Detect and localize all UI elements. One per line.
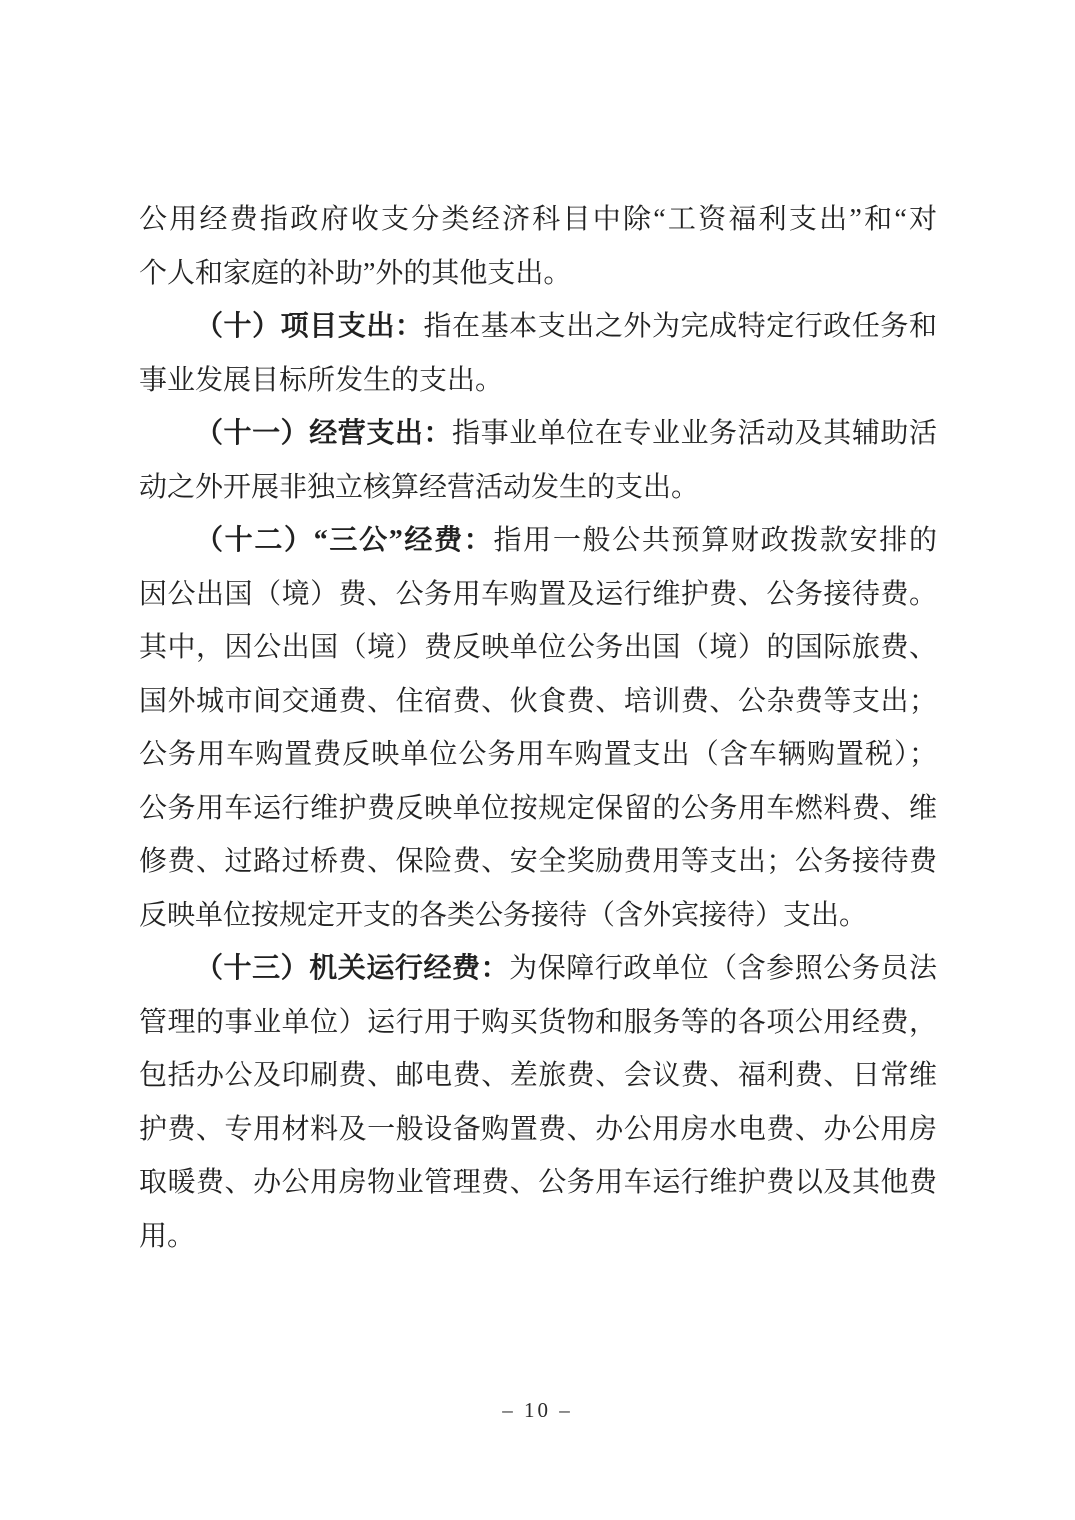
text-line (139, 782, 937, 836)
text-line (139, 193, 937, 247)
text-segment: 其中，因公出国（境）费反映单位公务出国（境）的国际旅费、 (139, 632, 937, 663)
text-segment: 国外城市间交通费、住宿费、伙食费、培训费、公杂费等支出； (139, 685, 937, 717)
text-segment: 事业发展目标所发生的支出。 (139, 364, 504, 396)
text-segment: 公务用车运行维护费反映单位按规定保留的公务用车燃料费、维 (139, 792, 937, 824)
text-line (139, 300, 937, 354)
text-segment: 公务用车购置费反映单位公务用车购置支出（含车辆购置税）； (139, 739, 937, 770)
text-line (139, 1103, 937, 1157)
term-heading: （十三）机关运行经费： (195, 953, 510, 984)
text-segment: 动之外开展非独立核算经营活动发生的支出。 (139, 471, 700, 503)
text-line (139, 835, 937, 889)
text-segment: 个人和家庭的补助”外的其他支出。 (139, 257, 572, 289)
text-line (139, 621, 937, 675)
page-footer (0, 1398, 1075, 1423)
text-line (139, 354, 937, 408)
text-segment: 护费、专用材料及一般设备购置费、办公用房水电费、办公用房 (139, 1113, 937, 1145)
text-line (139, 407, 937, 461)
term-heading: （十二）“三公”经费： (195, 525, 494, 556)
text-line (139, 461, 937, 515)
text-line (139, 1210, 937, 1264)
text-line (139, 675, 937, 729)
text-line (139, 728, 937, 782)
term-heading: （十一）经营支出： (195, 418, 453, 449)
text-line (139, 1049, 937, 1103)
text-segment: 取暖费、办公用房物业管理费、公务用车运行维护费以及其他费 (139, 1167, 937, 1198)
text-segment: 包括办公及印刷费、邮电费、差旅费、会议费、福利费、日常维 (139, 1060, 937, 1091)
text-segment: 用。 (139, 1220, 196, 1252)
text-line (139, 247, 937, 301)
text-segment: 管理的事业单位）运行用于购买货物和服务等的各项公用经费， (139, 1006, 937, 1038)
text-line (139, 996, 937, 1050)
text-segment: 指事业单位在专业业务活动及其辅助活 (452, 418, 937, 449)
text-line (139, 889, 937, 943)
text-segment: 指在基本支出之外为完成特定行政任务和 (423, 311, 937, 342)
text-line (139, 514, 937, 568)
text-segment: 修费、过路过桥费、保险费、安全奖励费用等支出；公务接待费 (139, 846, 937, 877)
text-line (139, 942, 937, 996)
text-line (139, 568, 937, 622)
text-line (139, 1156, 937, 1210)
text-segment: 指用一般公共预算财政拨款安排的 (493, 525, 937, 556)
term-heading: （十）项目支出： (195, 311, 424, 342)
text-segment: 反映单位按规定开支的各类公务接待（含外宾接待）支出。 (139, 899, 868, 931)
text-segment: 因公出国（境）费、公务用车购置及运行维护费、公务接待费。 (139, 578, 937, 610)
text-segment: 为保障行政单位（含参照公务员法 (509, 953, 937, 984)
text-segment: 公用经费指政府收支分类经济科目中除“工资福利支出”和“对 (139, 204, 937, 235)
page-number: – 10 – (502, 1398, 573, 1422)
document-text (139, 193, 937, 1263)
